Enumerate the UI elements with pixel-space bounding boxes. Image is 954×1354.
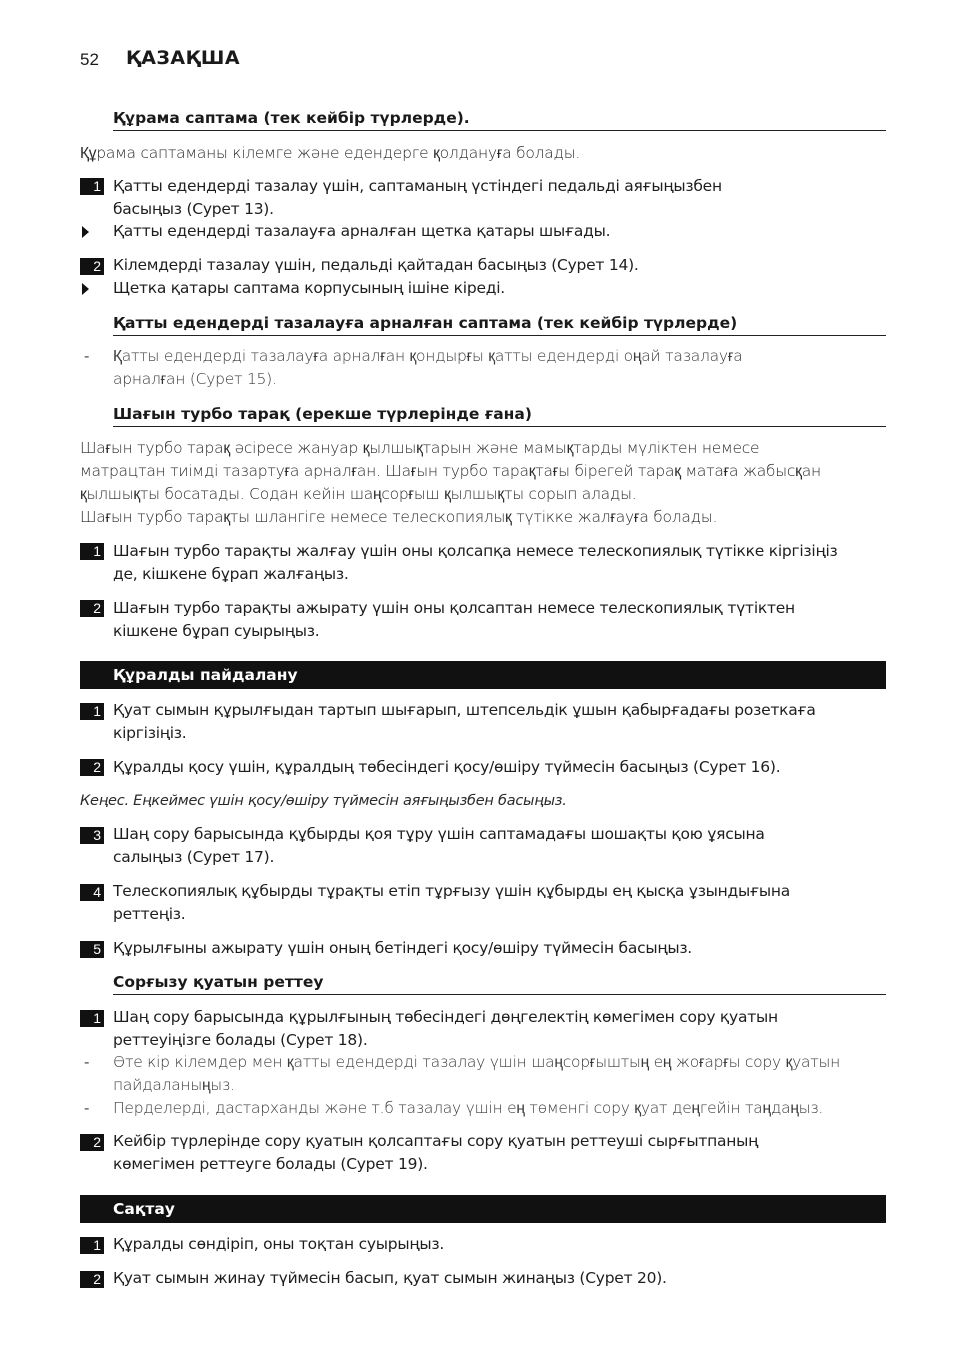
step-text: Кілемдерді тазалау үшін, педальді қайтадан басыңыз (Сурет 14). [113, 256, 639, 274]
step-text: Құрылғыны ажырату үшін оның бетіндегі қосу/өшіру түймесін басыңыз. [113, 939, 692, 957]
bullet-text: Перделерді, дастарханды және т.б тазалау үшін ең төменгі сору қуат деңгейін таңдаңыз. [113, 1099, 824, 1117]
bullet-text: пайдаланыңыз. [113, 1076, 235, 1094]
section-bar-using-appliance: Құралды пайдалану [80, 661, 886, 689]
step-text: Шағын турбо тарақты жалғау үшін оны қолсапқа немесе телескопиялық түтікке кіргізіңіз [113, 542, 838, 560]
step-text: кішкене бұрап суырыңыз. [113, 622, 320, 640]
step-number: 2 [80, 759, 104, 776]
step-number: 5 [80, 941, 104, 958]
tip-text: Кеңес. Еңкеймес үшін қосу/өшіру түймесін аяғыңызбен басыңыз. [80, 793, 567, 809]
section-title-hard-floor-nozzle: Қатты едендерді тазалауға арналған саптама (тек кейбір түрлерде) [113, 313, 886, 336]
paragraph: қылшықты босатады. Содан кейін шаңсорғыш қылшықты сорып алады. [80, 485, 637, 503]
section-title-suction-power: Сорғызу қуатын реттеу [113, 972, 886, 995]
step-number: 1 [80, 1237, 104, 1254]
bullet-text: Қатты едендерді тазалауға арналған қондырғы қатты едендерді оңай тазалауға [113, 347, 743, 365]
step-text: басыңыз (Сурет 13). [113, 200, 274, 218]
paragraph: Құрама саптаманы кілемге және едендерге қолдануға болады. [80, 144, 581, 162]
step-text: Қатты едендерді тазалау үшін, саптаманың үстіндегі педальді аяғыңызбен [113, 177, 722, 195]
step-number: 1 [80, 703, 104, 720]
paragraph: матрацтан тиімді тазартуға арналған. Шағын турбо тарақтағы бірегей тарақ матаға жабысқан [80, 462, 821, 480]
step-number: 2 [80, 1134, 104, 1151]
step-text: Шағын турбо тарақты ажырату үшін оны қолсаптан немесе телескопиялық түтіктен [113, 599, 795, 617]
bullet-text: арналған (Сурет 15). [113, 370, 277, 388]
step-text: Кейбір түрлерінде сору қуатын қолсаптағы сору қуатын реттеуші сырғытпаның [113, 1132, 759, 1150]
paragraph: Шағын турбо тарақты шлангіге немесе телескопиялық түтікке жалғауға болады. [80, 508, 718, 526]
section-title-turbo-brush: Шағын турбо тарақ (ерекше түрлерінде ғана) [113, 404, 886, 427]
section-bar-storage: Сақтау [80, 1195, 886, 1223]
step-text: де, кішкене бұрап жалғаңыз. [113, 565, 349, 583]
section-title-combi-nozzle: Құрама саптама (тек кейбір түрлерде). [113, 108, 886, 131]
bullet-dash: - [84, 1099, 90, 1117]
bullet-dash: - [84, 347, 90, 365]
result-text: Щетка қатары саптама корпусының ішіне кіреді. [113, 279, 505, 297]
step-number: 3 [80, 827, 104, 844]
step-number: 4 [80, 884, 104, 901]
step-number: 2 [80, 600, 104, 617]
step-text: Шаң сору барысында құрылғының төбесіндегі дөңгелектің көмегімен сору қуатын [113, 1008, 778, 1026]
step-text: салыңыз (Сурет 17). [113, 848, 275, 866]
bullet-dash: - [84, 1053, 90, 1071]
step-text: Құралды сөндіріп, оны тоқтан суырыңыз. [113, 1235, 445, 1253]
step-text: реттеңіз. [113, 905, 186, 923]
step-text: Қуат сымын құрылғыдан тартып шығарып, штепсельдік ұшын қабырғадағы розеткаға [113, 701, 816, 719]
step-text: кіргізіңіз. [113, 724, 187, 742]
result-arrow-icon [82, 283, 89, 295]
language-heading: ҚАЗАҚША [126, 47, 241, 69]
page-number: 52 [80, 50, 99, 69]
step-number: 2 [80, 1271, 104, 1288]
bullet-text: Өте кір кілемдер мен қатты едендерді тазалау үшін шаңсорғыштың ең жоғарғы сору қуатын [113, 1053, 841, 1071]
step-number: 1 [80, 1010, 104, 1027]
result-arrow-icon [82, 226, 89, 238]
step-text: Құралды қосу үшін, құралдың төбесіндегі қосу/өшіру түймесін басыңыз (Сурет 16). [113, 758, 781, 776]
step-text: көмегімен реттеуге болады (Сурет 19). [113, 1155, 428, 1173]
paragraph: Шағын турбо тарақ әсіресе жануар қылшықтарын және мамықтарды мүліктен немесе [80, 439, 760, 457]
result-text: Қатты едендерді тазалауға арналған щетка қатары шығады. [113, 222, 611, 240]
step-text: реттеуіңізге болады (Сурет 18). [113, 1031, 368, 1049]
step-text: Шаң сору барысында құбырды қоя тұру үшін саптамадағы шошақты қою ұясына [113, 825, 765, 843]
step-number: 2 [80, 258, 104, 275]
step-number: 1 [80, 178, 104, 195]
step-number: 1 [80, 543, 104, 560]
step-text: Қуат сымын жинау түймесін басып, қуат сымын жинаңыз (Сурет 20). [113, 1269, 667, 1287]
step-text: Телескопиялық құбырды тұрақты етіп тұрғызу үшін құбырды ең қысқа ұзындығына [113, 882, 791, 900]
